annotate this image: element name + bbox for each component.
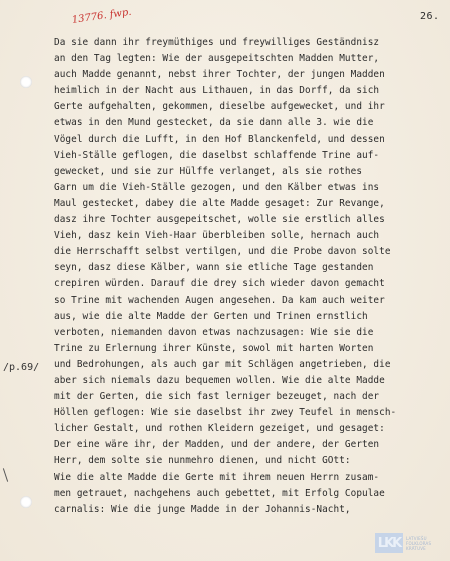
text-line: Maul gestecket, dabey die alte Madde gesaget: Zur Revange, [54,197,385,209]
text-line: seyn, dasz diese Kälber, wann sie etliche Tage gestanden [54,262,374,274]
margin-page-reference: /p.69/ [3,362,40,373]
text-line: die Herrschafft selbst vertilgen, und die Probe davon solte [54,246,391,258]
text-line: dasz ihre Tochter ausgepeitschet, wolle sie erstlich alles [54,214,385,226]
text-line: men getrauet, nachgehens auch gebettet, mit Erfolg Copulae [54,487,385,499]
page-number: 26. [420,11,440,22]
text-line: Herr, dem solte sie nunmehro dienen, und nicht GOtt: [54,455,351,467]
handwritten-archive-note: 13776. fwp. [71,6,133,26]
typed-text-body [54,35,439,518]
text-line: so Trine mit wachenden Augen angesehen. Da kam auch weiter [54,294,385,306]
text-line: auch Madde genannt, nebst ihrer Tochter, der jungen Madden [54,69,385,81]
text-line: verboten, niemanden davon etwas nachzusagen: Wie sie die [54,326,374,338]
text-line: aber sich niemals dazu bequemen wollen. Wie die alte Madde [54,374,385,386]
text-line: Wie die alte Madde die Gerte mit ihrem neuen Herrn zusam- [54,471,380,483]
text-line: Gerte aufgehalten, gekommen, dieselbe aufgewecket, und ihr [54,101,385,113]
text-line: an den Tag legten: Wie der ausgepeitschten Madden Mutter, [54,53,380,65]
text-line: gewecket, und sie zur Hülffe verlanget, als sie rothes [54,165,363,177]
archive-stamp [375,531,445,555]
text-line: Garn um die Vieh-Ställe gezogen, und den Kälber etwas ins [54,181,380,193]
text-line: Vieh, dasz kein Vieh-Haar überbleiben solle, hernach auch [54,230,380,242]
archive-stamp-text: LATVIEŠU FOLKLORAS KRĀTUVE [406,535,432,551]
text-line: licher Gestalt, und rothen Kleidern gezeiget, und gesaget: [54,423,385,435]
margin-tick-mark [3,468,8,482]
text-line: Der eine wäre ihr, der Madden, und der andere, der Gerten [54,439,380,451]
punch-hole-bottom [20,496,32,508]
text-line: crepiren würden. Darauf die drey sich wieder davon gemacht [54,278,385,290]
text-line: Höllen geflogen: Wie sie daselbst ihr zwey Teufel in mensch- [54,407,397,419]
text-line: aus, wie die alte Madde der Gerten und Trinen ernstlich [54,310,368,322]
text-line: heimlich in der Nacht aus Lithauen, in das Dorff, da sich [54,85,380,97]
text-line: und Bedrohungen, als auch gar mit Schlägen angetrieben, die [54,358,391,370]
text-line: Da sie dann ihr freymüthiges und freywilliges Geständnisz [54,37,380,48]
archive-logo-icon: LKK [375,533,403,553]
punch-hole-top [20,76,32,88]
text-line: mit der Gerten, die sich fast lerniger bezeuget, nach der [54,391,380,403]
text-line: etwas in den Mund gestecket, da sie dann alle 3. wie die [54,117,374,129]
text-line: Vieh-Ställe geflogen, die daselbst schlaffende Trine auf- [54,149,380,161]
text-line: Vögel durch die Lufft, in den Hof Blanckenfeld, und dessen [54,133,385,145]
text-line: carnalis: Wie die junge Madde in der Johannis-Nacht, [54,503,351,515]
text-line: Trine zu Erlernung ihrer Künste, sowol mit harten Worten [54,342,374,354]
